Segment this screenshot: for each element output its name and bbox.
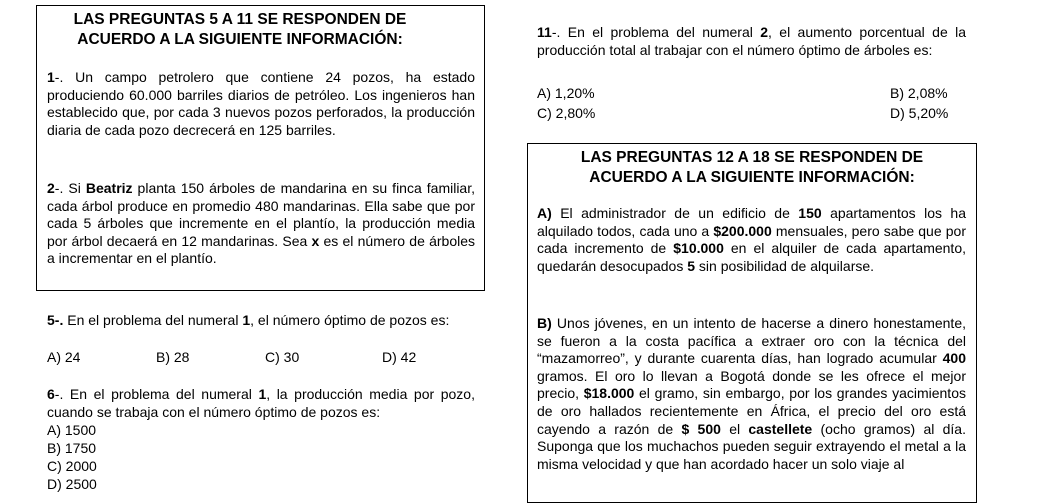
q6-option-b[interactable]: B) 1750 bbox=[47, 440, 97, 456]
q5-option-c[interactable]: C) 30 bbox=[265, 349, 300, 365]
q6-option-c[interactable]: C) 2000 bbox=[47, 458, 97, 474]
q11-option-b[interactable]: B) 2,08% bbox=[890, 85, 948, 101]
q11-option-a[interactable]: A) 1,20% bbox=[537, 85, 595, 101]
question-6: 6-. En el problema del numeral 1, la producción media por pozo, cuando se trabaja con el número óptimo de pozos es: bbox=[47, 386, 475, 420]
problem-2: 2-. Si Beatriz planta 150 árboles de mandarina en su finca familiar, cada árbol produce en promedio 480 mandarinas. Ella sabe que por cada 5 árboles que incremente en el plantío, la producción media por árbol decaerá en 12 mandarinas. Sea x es el número de árboles a incrementar en el plantío. bbox=[47, 180, 475, 267]
q5-option-d[interactable]: D) 42 bbox=[382, 349, 417, 365]
problem-a: A) El administrador de un edificio de 150 apartamentos los ha alquilado todos, cada uno a $200.000 mensuales, pero sabe que por cada incremento de $10.000 en el alquiler de cada apartamento, quedarán desocupados 5 sin posibilidad de alquilarse. bbox=[537, 205, 967, 274]
q6-option-a[interactable]: A) 1500 bbox=[47, 422, 97, 438]
q5-option-a[interactable]: A) 24 bbox=[47, 349, 81, 365]
q11-option-c[interactable]: C) 2,80% bbox=[537, 105, 596, 121]
section-header-12-18: LAS PREGUNTAS 12 A 18 SE RESPONDEN DE ACUERDO A LA SIGUIENTE INFORMACIÓN: bbox=[580, 149, 924, 186]
problem-1: 1-. Un campo petrolero que contiene 24 pozos, ha estado produciendo 60.000 barriles diarios de petróleo. Los ingenieros han establecido que, por cada 3 nuevos pozos perforados, la producción diaria de cada pozo decrecerá en 125 barriles. bbox=[47, 69, 475, 138]
question-5: 5-. En el problema del numeral 1, el número óptimo de pozos es: bbox=[47, 312, 450, 328]
question-11: 11-. En el problema del numeral 2, el aumento porcentual de la producción total al trabajar con el número óptimo de árboles es: bbox=[537, 24, 966, 58]
problem-b: B) Unos jóvenes, en un intento de hacerse a dinero honestamente, se fueron a la costa pacífica a extraer oro con la técnica del “mazamorreo”, y durante cuarenta días, han logrado acumular 400 gramos. El oro lo llevan a Bogotá donde se les ofrece el mejor precio, $18.000 el gramo, sin embargo, por los grandes yacimientos de oro hallados recientemente en África, el precio del oro está cayendo a razón de $ 500 el castellete (ocho gramos) al día. Suponga que los muchachos pueden seguir extrayendo el metal a la misma velocidad y que han acordado hacer un solo viaje al bbox=[537, 315, 966, 472]
q6-option-d[interactable]: D) 2500 bbox=[47, 476, 97, 492]
q11-option-d[interactable]: D) 5,20% bbox=[890, 105, 949, 121]
section-header-5-11: LAS PREGUNTAS 5 A 11 SE RESPONDEN DE ACUERDO A LA SIGUIENTE INFORMACIÓN: bbox=[73, 11, 407, 48]
q5-option-b[interactable]: B) 28 bbox=[156, 349, 190, 365]
